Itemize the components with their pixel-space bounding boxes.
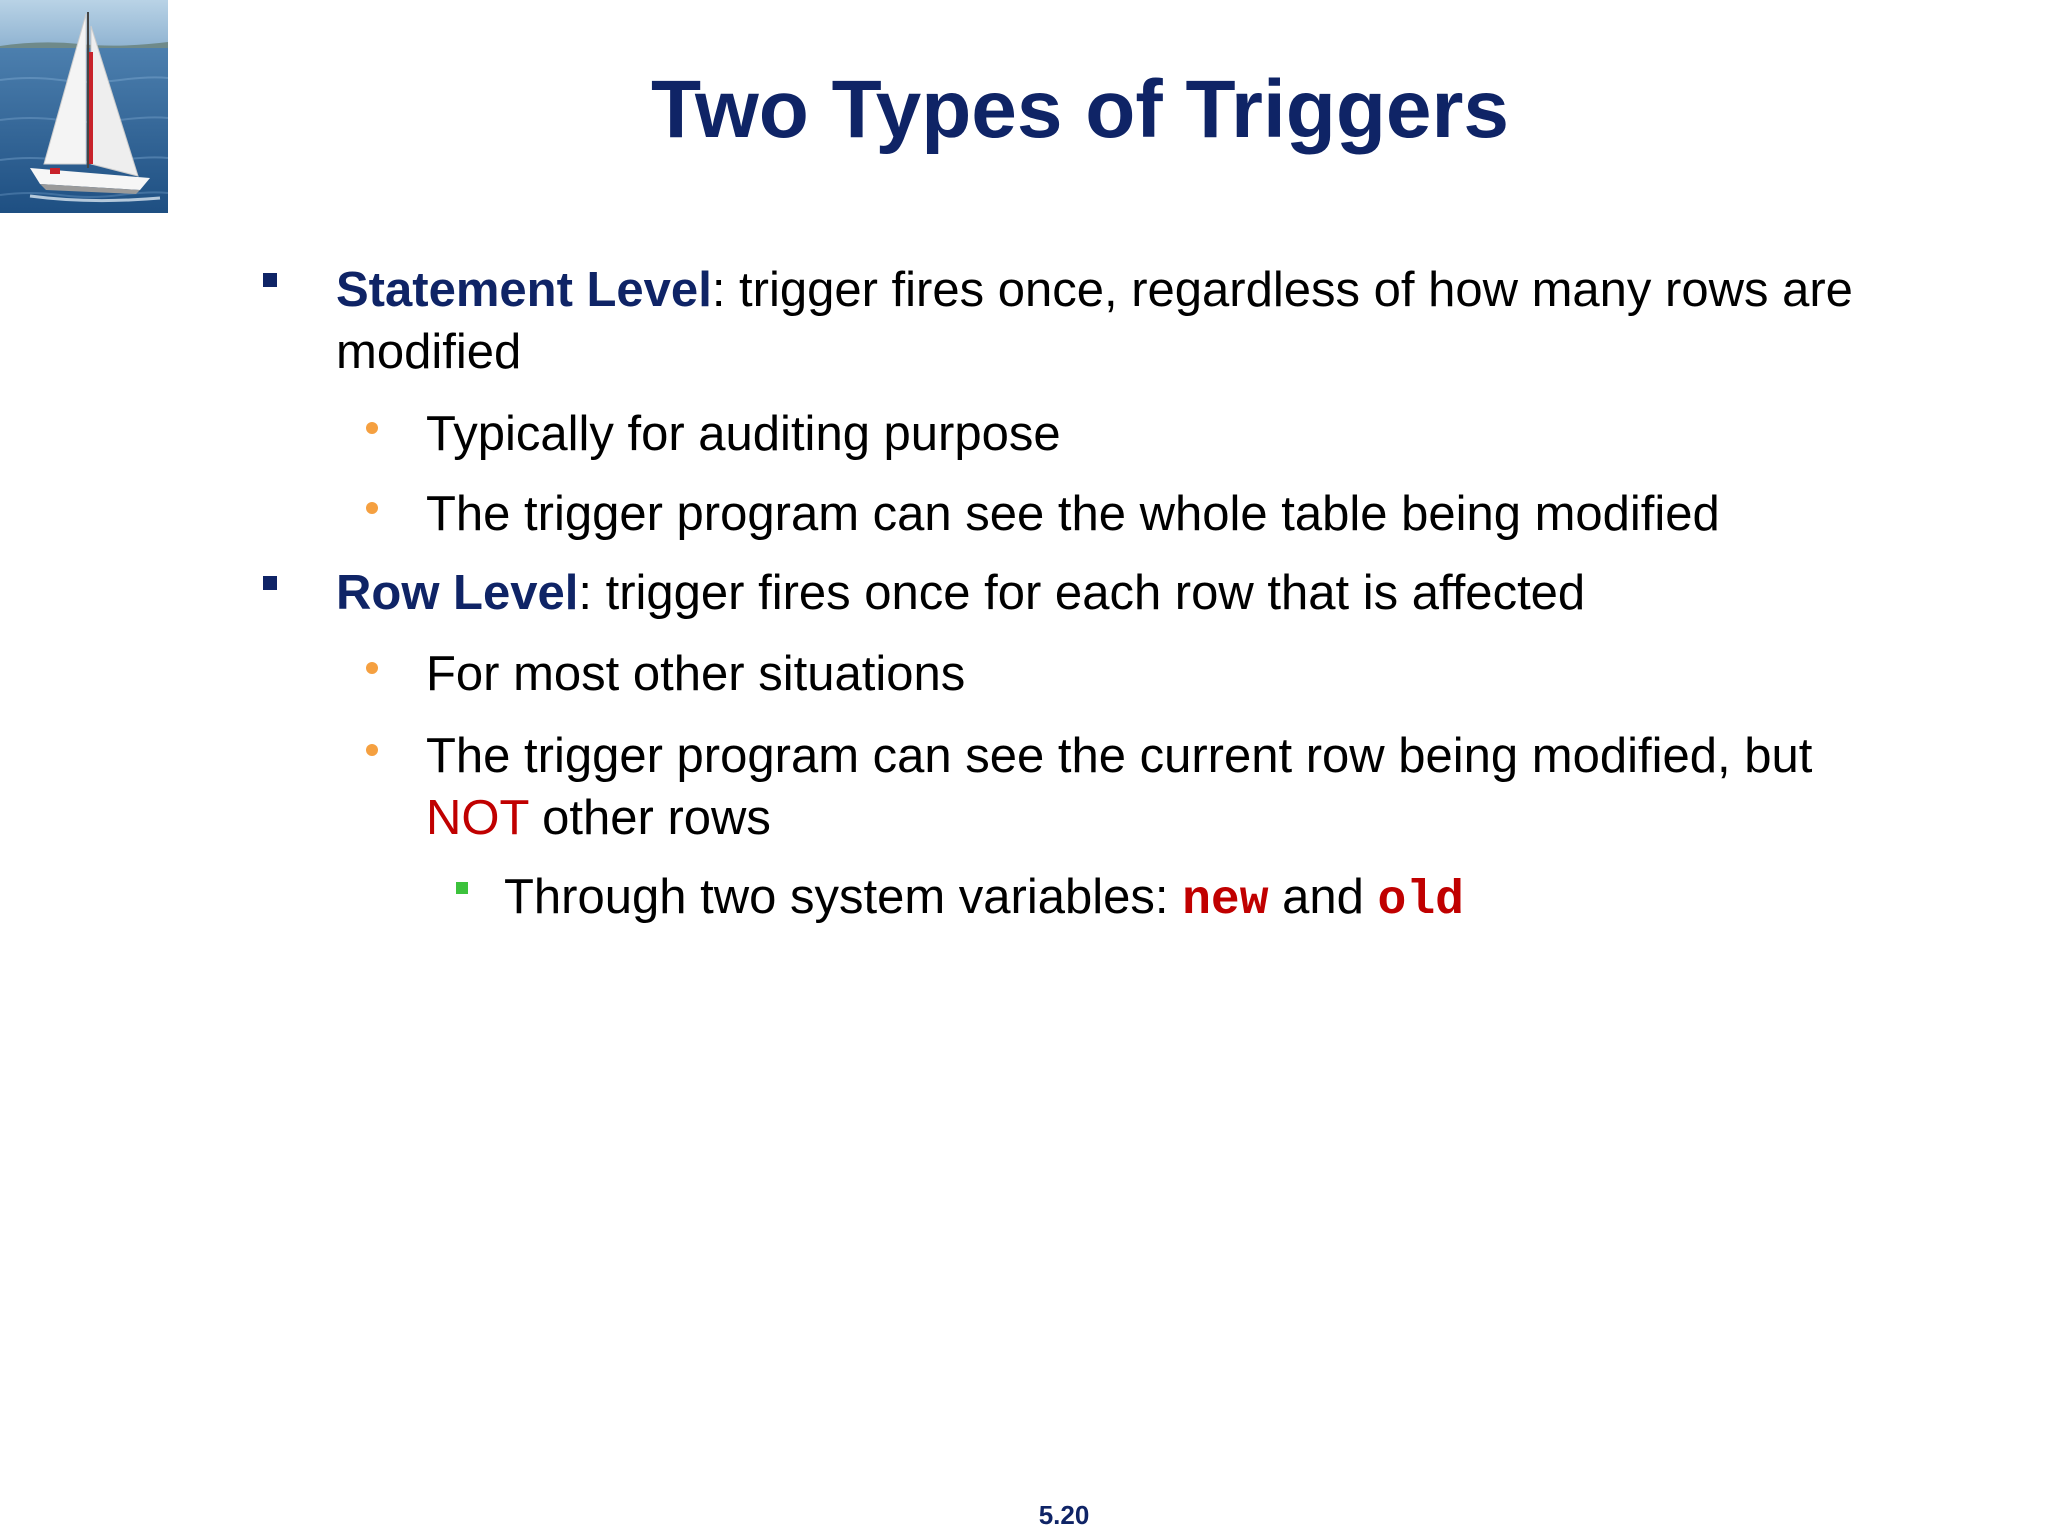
statement-sub-whole-table: The trigger program can see the whole table being modified <box>426 487 1720 541</box>
row-level-text: : trigger fires once for each row that is affected <box>578 566 1586 620</box>
level2-bullet-auditing <box>366 422 378 434</box>
row-level-item <box>336 562 1896 624</box>
row-sub-other-situations: For most other situations <box>426 647 966 701</box>
level1-bullet-row <box>263 576 277 590</box>
level1-bullet-statement <box>263 273 277 287</box>
slide-title: Two Types of Triggers <box>650 64 1510 155</box>
statement-sub-auditing: Typically for auditing purpose <box>426 407 1061 461</box>
level2-bullet-other-situations <box>366 662 378 674</box>
row-sub-current-row <box>426 725 1906 849</box>
row-sub-system-variables <box>504 866 1904 932</box>
level2-bullet-whole-table <box>366 502 378 514</box>
variables-connector: and <box>1268 870 1378 924</box>
page-number: 5.20 <box>1038 1500 1090 1530</box>
var-old: old <box>1377 874 1464 928</box>
level2-bullet-current-row <box>366 744 378 756</box>
row-level-term: Row Level <box>336 566 579 620</box>
system-variables-text: Through two system variables: <box>504 870 1183 924</box>
level3-bullet-system-variables <box>456 882 468 894</box>
current-row-rest: other rows <box>528 791 771 845</box>
current-row-text: The trigger program can see the current row being modified, but <box>426 729 1813 783</box>
statement-level-item <box>336 259 1896 383</box>
not-emphasis: NOT <box>426 791 529 845</box>
var-new: new <box>1182 874 1269 928</box>
statement-level-term: Statement Level <box>336 263 712 317</box>
statement-level-text: : trigger fires once, regardless of how many rows are modified <box>336 263 1853 379</box>
